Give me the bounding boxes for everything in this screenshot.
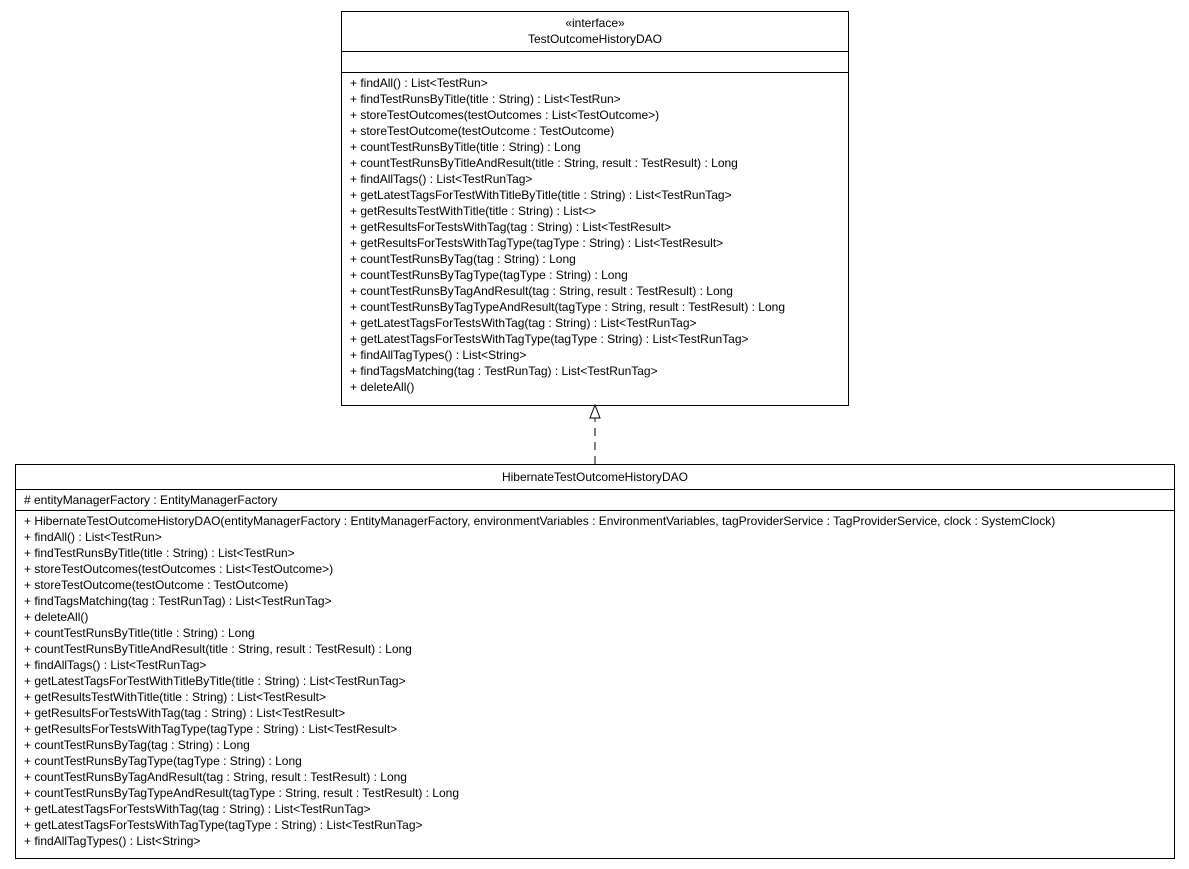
impl-operations-section [16, 511, 1174, 851]
interface-operation: + deleteAll() [350, 380, 415, 394]
impl-operation: + countTestRunsByTag(tag : String) : Long [24, 738, 250, 752]
realization-arrowhead-icon [590, 405, 600, 418]
interface-operation: + findAllTags() : List<TestRunTag> [350, 172, 533, 186]
impl-operation: + findAllTagTypes() : List<String> [24, 834, 201, 848]
impl-operation: + storeTestOutcomes(testOutcomes : List<TestOutcome>) [24, 562, 334, 576]
interface-operation: + getResultsForTestsWithTag(tag : String) : List<TestResult> [350, 220, 672, 234]
impl-attribute: # entityManagerFactory : EntityManagerFactory [24, 493, 278, 507]
interface-operation: + findAll() : List<TestRun> [350, 76, 488, 90]
interface-operation: + findTestRunsByTitle(title : String) : List<TestRun> [350, 92, 621, 106]
impl-class-box [15, 464, 1175, 859]
impl-operation: + HibernateTestOutcomeHistoryDAO(entityManagerFactory : EntityManagerFactory, environmentVariables : EnvironmentVariables, tagProviderService : TagProviderService, clock : SystemClock) [24, 514, 1056, 528]
impl-operation: + findTagsMatching(tag : TestRunTag) : List<TestRunTag> [24, 594, 332, 608]
interface-stereotype: «interface» [565, 16, 625, 30]
interface-operation: + countTestRunsByTagTypeAndResult(tagType : String, result : TestResult) : Long [350, 300, 786, 314]
impl-operation: + getResultsForTestsWithTag(tag : String) : List<TestResult> [24, 706, 346, 720]
interface-operation: + getResultsTestWithTitle(title : String) : List<> [350, 204, 596, 218]
interface-operation: + countTestRunsByTitleAndResult(title : String, result : TestResult) : Long [350, 156, 738, 170]
impl-operation: + findTestRunsByTitle(title : String) : List<TestRun> [24, 546, 295, 560]
impl-operation: + countTestRunsByTagType(tagType : String) : Long [24, 754, 302, 768]
interface-operation: + countTestRunsByTagAndResult(tag : String, result : TestResult) : Long [350, 284, 733, 298]
impl-operation: + findAll() : List<TestRun> [24, 530, 162, 544]
impl-operation: + getResultsTestWithTitle(title : String) : List<TestResult> [24, 690, 326, 704]
interface-operation: + storeTestOutcome(testOutcome : TestOutcome) [350, 124, 615, 138]
impl-operation: + deleteAll() [24, 610, 89, 624]
interface-operation: + storeTestOutcomes(testOutcomes : List<TestOutcome>) [350, 108, 660, 122]
interface-operation: + findAllTagTypes() : List<String> [350, 348, 527, 362]
impl-class-name: HibernateTestOutcomeHistoryDAO [501, 470, 689, 484]
impl-operation: + findAllTags() : List<TestRunTag> [24, 658, 207, 672]
impl-operation: + countTestRunsByTitleAndResult(title : String, result : TestResult) : Long [24, 642, 412, 656]
interface-operation: + countTestRunsByTitle(title : String) : Long [350, 140, 581, 154]
interface-operation: + getResultsForTestsWithTagType(tagType : String) : List<TestResult> [350, 236, 724, 250]
impl-operation: + getResultsForTestsWithTagType(tagType : String) : List<TestResult> [24, 722, 398, 736]
impl-operation: + countTestRunsByTagAndResult(tag : String, result : TestResult) : Long [24, 770, 407, 784]
interface-operation: + countTestRunsByTagType(tagType : String) : Long [350, 268, 628, 282]
impl-operation: + countTestRunsByTagTypeAndResult(tagType : String, result : TestResult) : Long [24, 786, 460, 800]
impl-class-header [16, 465, 1174, 490]
impl-operation: + getLatestTagsForTestsWithTagType(tagType : String) : List<TestRunTag> [24, 818, 423, 832]
interface-operation: + getLatestTagsForTestsWithTag(tag : String) : List<TestRunTag> [350, 316, 697, 330]
impl-attributes-section [16, 490, 1174, 511]
impl-operation: + getLatestTagsForTestWithTitleByTitle(title : String) : List<TestRunTag> [24, 674, 406, 688]
impl-operation: + countTestRunsByTitle(title : String) : Long [24, 626, 255, 640]
interface-operation: + findTagsMatching(tag : TestRunTag) : List<TestRunTag> [350, 364, 658, 378]
interface-class-name: TestOutcomeHistoryDAO [527, 32, 663, 46]
interface-operation: + getLatestTagsForTestsWithTagType(tagType : String) : List<TestRunTag> [350, 332, 749, 346]
interface-operation: + getLatestTagsForTestWithTitleByTitle(title : String) : List<TestRunTag> [350, 188, 732, 202]
interface-operation: + countTestRunsByTag(tag : String) : Long [350, 252, 576, 266]
impl-operation: + getLatestTagsForTestsWithTag(tag : String) : List<TestRunTag> [24, 802, 371, 816]
impl-operation: + storeTestOutcome(testOutcome : TestOutcome) [24, 578, 289, 592]
